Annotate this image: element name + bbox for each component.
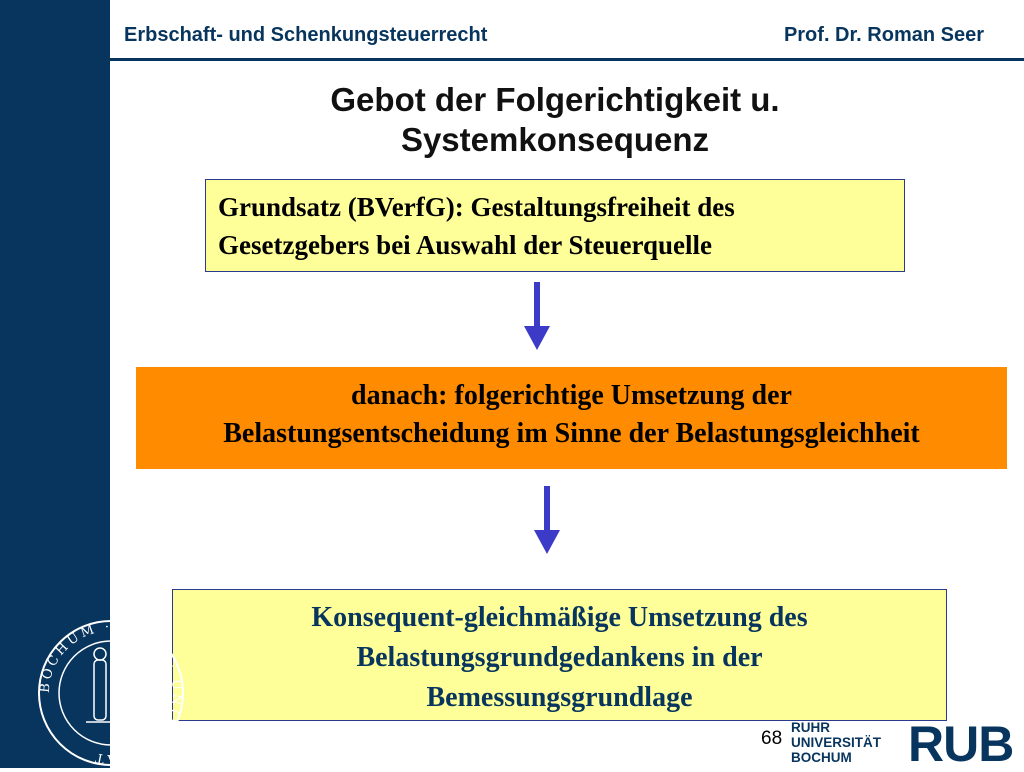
slide-title — [230, 80, 880, 160]
down-arrow-icon — [532, 486, 562, 556]
wordmark-line-1: RUHR — [791, 720, 830, 735]
result-line-1: Konsequent-gleichmäßige Umsetzung des — [311, 602, 808, 633]
university-wordmark — [791, 720, 881, 765]
svg-text:BOCHUM · RUHR · UNIVERSITÄT: BOCHUM · RUHR · UNIVERSITÄT — [37, 619, 185, 767]
rub-logo: RUB — [908, 716, 1014, 772]
consequence-line-2: Belastungsentscheidung im Sinne der Belastungsgleichheit — [223, 418, 920, 449]
consequence-line-1: danach: folgerichtige Umsetzung der — [351, 380, 792, 411]
wordmark-line-3: BOCHUM — [791, 750, 852, 765]
page-number: 68 — [761, 728, 783, 749]
header-course-title: Erbschaft- und Schenkungsteuerrecht — [124, 24, 488, 46]
principle-line-2: Gesetzgebers bei Auswahl der Steuerquelle — [218, 230, 712, 260]
result-box — [172, 589, 947, 721]
slide-title-line-1: Gebot der Folgerichtigkeit u. — [330, 81, 780, 118]
slide-title-line-2: Systemkonsequenz — [400, 121, 710, 158]
principle-line-1: Grundsatz (BVerfG): Gestaltungsfreiheit des — [218, 192, 735, 222]
header-divider — [110, 58, 1024, 61]
consequence-box — [136, 367, 1007, 469]
header-author: Prof. Dr. Roman Seer — [783, 24, 984, 46]
result-line-2: Belastungsgrundgedankens in der — [356, 642, 763, 673]
principle-box — [205, 179, 905, 272]
down-arrow-icon — [522, 282, 552, 352]
university-seal-icon — [36, 618, 186, 768]
result-line-3: Bemessungsgrundlage — [426, 682, 693, 713]
wordmark-line-2: UNIVERSITÄT — [791, 735, 882, 750]
